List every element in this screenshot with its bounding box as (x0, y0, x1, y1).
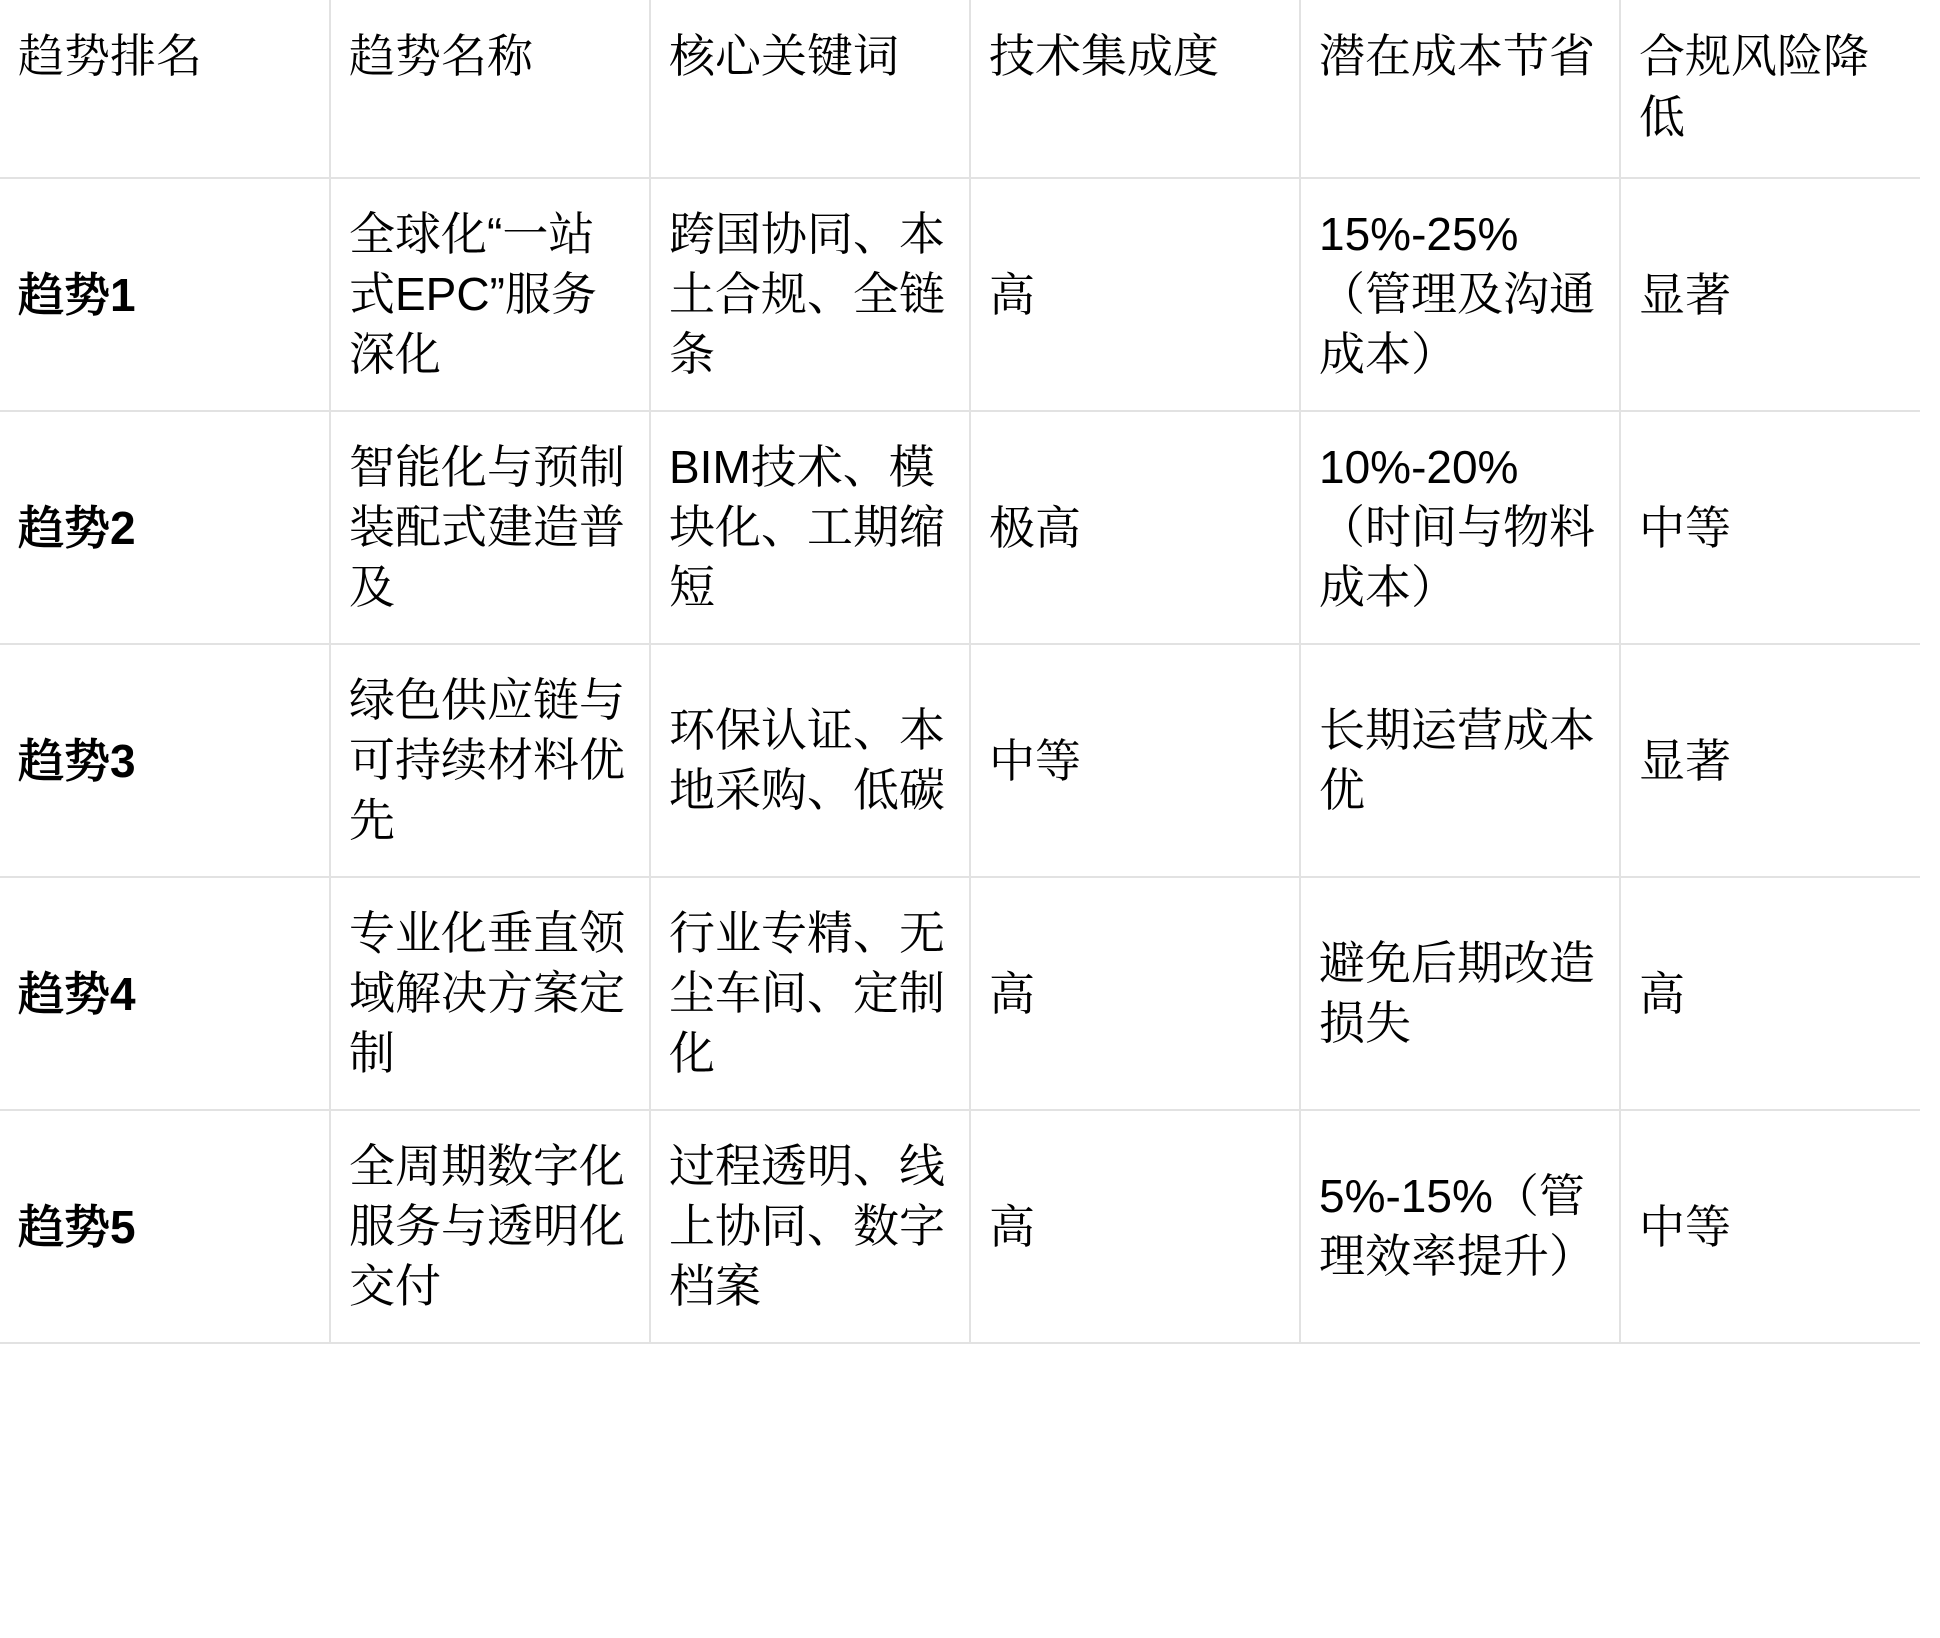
cell-rank: 趋势3 (0, 644, 330, 877)
column-header-keywords: 核心关键词 (650, 0, 970, 178)
cell-integration: 极高 (970, 411, 1300, 644)
cell-risk: 显著 (1620, 644, 1920, 877)
table-row (0, 1110, 1920, 1343)
cell-saving: 15%-25%（管理及沟通成本） (1300, 178, 1620, 411)
table-row (0, 178, 1920, 411)
table-row (0, 644, 1920, 877)
cell-saving: 长期运营成本优 (1300, 644, 1620, 877)
cell-rank: 趋势1 (0, 178, 330, 411)
cell-saving: 10%-20%（时间与物料成本） (1300, 411, 1620, 644)
table-header-row (0, 0, 1920, 178)
column-header-saving: 潜在成本节省 (1300, 0, 1620, 178)
cell-integration: 中等 (970, 644, 1300, 877)
cell-integration: 高 (970, 877, 1300, 1110)
cell-name: 全球化“一站式EPC”服务深化 (330, 178, 650, 411)
table-row (0, 877, 1920, 1110)
cell-keywords: BIM技术、模块化、工期缩短 (650, 411, 970, 644)
cell-name: 绿色供应链与可持续材料优先 (330, 644, 650, 877)
cell-integration: 高 (970, 178, 1300, 411)
cell-keywords: 过程透明、线上协同、数字档案 (650, 1110, 970, 1343)
cell-rank: 趋势4 (0, 877, 330, 1110)
cell-risk: 高 (1620, 877, 1920, 1110)
cell-name: 专业化垂直领域解决方案定制 (330, 877, 650, 1110)
cell-name: 全周期数字化服务与透明化交付 (330, 1110, 650, 1343)
cell-keywords: 行业专精、无尘车间、定制化 (650, 877, 970, 1110)
cell-rank: 趋势2 (0, 411, 330, 644)
cell-keywords: 跨国协同、本土合规、全链条 (650, 178, 970, 411)
cell-integration: 高 (970, 1110, 1300, 1343)
column-header-integration: 技术集成度 (970, 0, 1300, 178)
column-header-name: 趋势名称 (330, 0, 650, 178)
cell-risk: 中等 (1620, 411, 1920, 644)
cell-saving: 5%-15%（管理效率提升） (1300, 1110, 1620, 1343)
column-header-risk: 合规风险降低 (1620, 0, 1920, 178)
cell-saving: 避免后期改造损失 (1300, 877, 1620, 1110)
cell-keywords: 环保认证、本地采购、低碳 (650, 644, 970, 877)
cell-risk: 显著 (1620, 178, 1920, 411)
cell-name: 智能化与预制装配式建造普及 (330, 411, 650, 644)
cell-risk: 中等 (1620, 1110, 1920, 1343)
cell-rank: 趋势5 (0, 1110, 330, 1343)
table-row (0, 411, 1920, 644)
column-header-rank: 趋势排名 (0, 0, 330, 178)
